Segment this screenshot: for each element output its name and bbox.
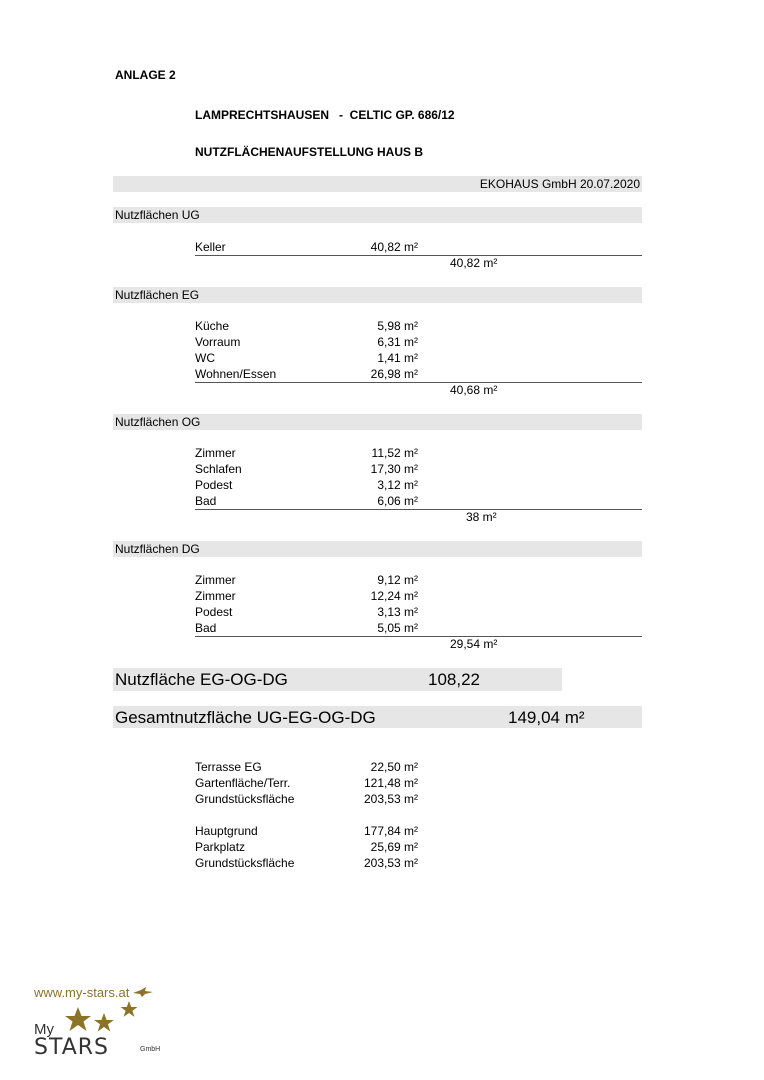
row-label: Vorraum [195,335,241,349]
gesamt-value: 149,04 m² [508,708,585,727]
nutzflaeche-value: 108,22 [428,670,480,689]
row-label: Zimmer [195,446,236,460]
row-label: Zimmer [195,573,236,587]
logo-my: My [34,1021,54,1038]
logo-gmbh: GmbH [140,1046,161,1053]
extra-label: Grundstücksfläche [195,856,295,870]
extra-value: 177,84 m² [363,824,418,838]
row-value: 9,12 m² [377,573,418,587]
row-value: 3,12 m² [377,478,418,492]
row-label: Bad [195,621,217,635]
row-label: Podest [195,605,233,619]
row-value: 6,06 m² [377,494,418,508]
extra-label: Gartenfläche/Terr. [195,776,291,790]
logo-url: www.my-stars.at [34,985,130,1000]
section-title-og: Nutzflächen OG [115,415,201,429]
row-value: 40,82 m² [370,240,418,254]
divider [195,382,642,383]
section-title-dg: Nutzflächen DG [115,542,200,556]
row-value: 12,24 m² [370,589,418,603]
stars-icon [62,999,146,1039]
divider [195,509,642,510]
extra-value: 25,69 m² [370,840,418,854]
extra-value: 121,48 m² [363,776,418,790]
row-value: 5,98 m² [377,319,418,333]
section-title-ug: Nutzflächen UG [115,208,200,222]
row-label: Podest [195,478,233,492]
divider [195,636,642,637]
logo-stars-text: STARS [34,1035,109,1060]
project-title: LAMPRECHTSHAUSEN - CELTIC GP. 686/12 [195,108,455,122]
document-subtitle: NUTZFLÄCHENAUFSTELLUNG HAUS B [195,145,423,159]
annex-label: ANLAGE 2 [115,68,176,82]
nutzflaeche-label: Nutzfläche EG-OG-DG [115,670,288,689]
extra-label: Terrasse EG [195,760,262,774]
row-label: Keller [195,240,226,254]
divider [195,255,642,256]
row-label: WC [195,351,215,365]
extra-label: Grundstücksfläche [195,792,295,806]
extra-value: 203,53 m² [363,792,418,806]
section-title-eg: Nutzflächen EG [115,288,200,302]
row-value: 17,30 m² [370,462,418,476]
section-total-ug: 40,82 m² [450,256,498,270]
row-label: Bad [195,494,217,508]
row-label: Zimmer [195,589,236,603]
row-value: 11,52 m² [371,446,418,460]
extra-label: Hauptgrund [195,824,258,838]
company-date: EKOHAUS GmbH 20.07.2020 [479,177,640,191]
row-label: Wohnen/Essen [195,367,277,381]
row-value: 26,98 m² [370,367,418,381]
row-label: Schlafen [195,462,242,476]
row-label: Küche [195,319,230,333]
section-total-eg: 40,68 m² [450,383,498,397]
row-value: 5,05 m² [377,621,418,635]
row-value: 1,41 m² [377,351,418,365]
extra-value: 203,53 m² [363,856,418,870]
row-value: 3,13 m² [377,605,418,619]
bird-icon [132,986,154,998]
extra-value: 22,50 m² [370,760,418,774]
section-total-og: 38 m² [466,510,497,524]
gesamt-label: Gesamtnutzfläche UG-EG-OG-DG [115,708,376,727]
row-value: 6,31 m² [377,335,418,349]
section-total-dg: 29,54 m² [450,637,498,651]
company-logo [34,983,174,1063]
extra-label: Parkplatz [195,840,246,854]
